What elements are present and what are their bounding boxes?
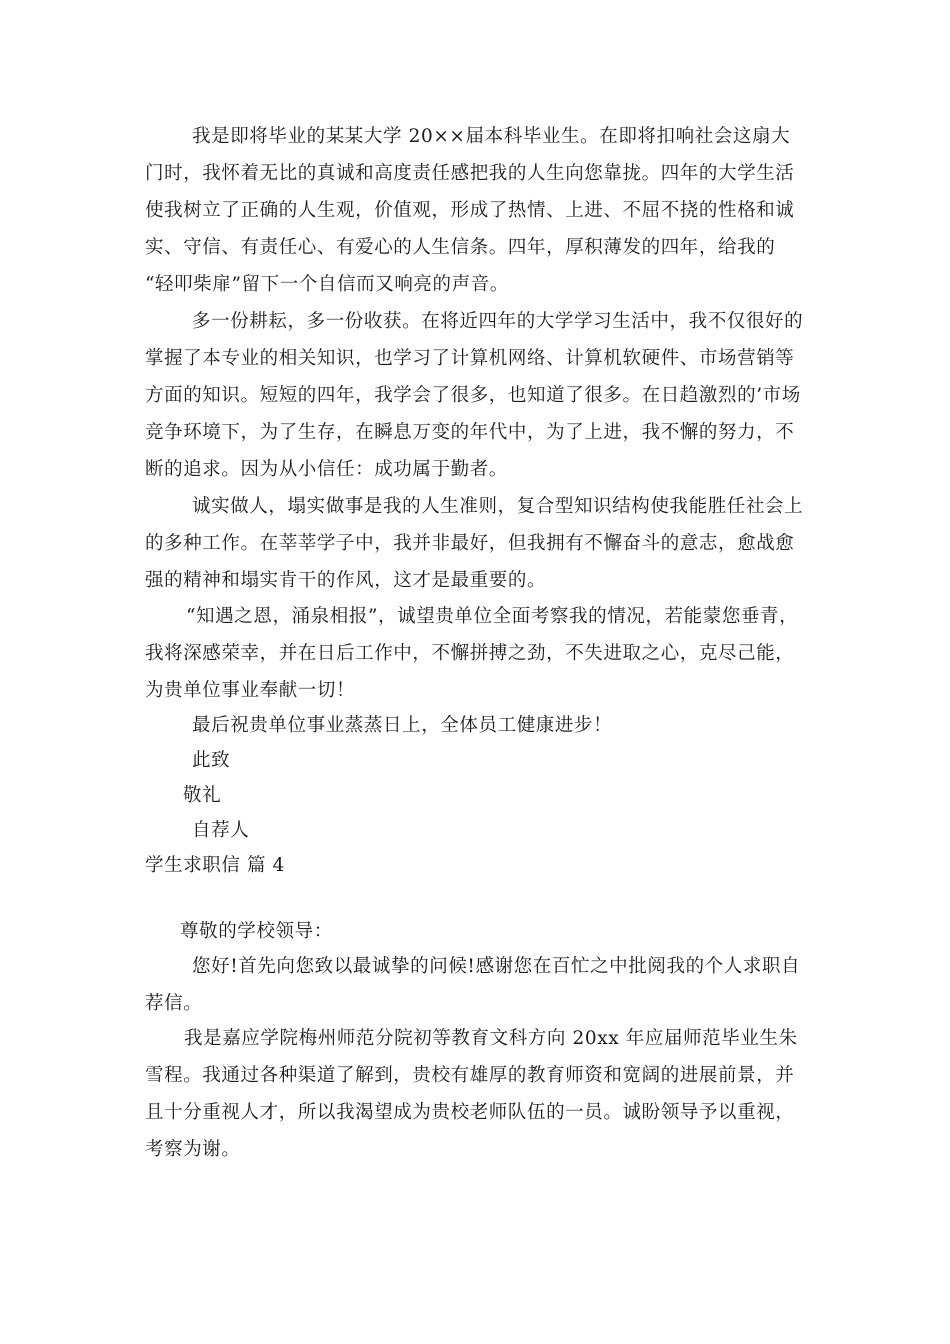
text-line: “知遇之恩，涌泉相报”，诚望贵单位全面考察我的情况，若能蒙您垂青， [186,606,799,627]
text-line: 实、守信、有责任心、有爱心的人生信条。四年，厚积薄发的四年，给我的 [145,237,776,258]
text-line: 我将深感荣幸，并在日后工作中，不懈拼搏之劲，不失进取之心，克尽己能， [145,643,795,664]
text-line: “轻叩柴扉”留下一个自信而又响亮的声音。 [145,274,509,295]
text-line: 竞争环境下，为了生存，在瞬息万变的年代中，为了上进，我不懈的努力，不 [145,422,795,443]
salutation-line: 此致 [192,750,231,771]
salutation-line: 敬礼 [183,785,222,806]
signature-line: 自荐人 [192,820,250,841]
text-line: 最后祝贵单位事业蒸蒸日上，全体员工健康进步！ [192,715,613,736]
text-line: 我是嘉应学院梅州师范分院初等教育文科方向 20xx 年应届师范毕业生朱 [184,1028,798,1049]
text-line: 使我树立了正确的人生观，价值观，形成了热情、上进、不屈不挠的性格和诚 [145,200,795,221]
text-line: 我是即将毕业的某某大学 20××届本科毕业生。在即将扣响社会这扇大 [192,126,791,147]
text-line: 门时，我怀着无比的真诚和高度责任感把我的人生向您靠拢。四年的大学生活 [145,163,795,184]
text-line: 尊敬的学校领导： [180,921,333,942]
text-line: 方面的知识。短短的四年，我学会了很多，也知道了很多。在日趋激烈的’市场 [145,385,801,406]
text-line: 强的精神和塌实肯干的作风，这才是最重要的。 [145,570,547,591]
text-line: 断的追求。因为从小信任：成功属于勤者。 [145,459,508,480]
text-line: 的多种工作。在莘莘学子中，我并非最好，但我拥有不懈奋斗的意志，愈战愈 [145,533,795,554]
text-line: 您好!首先向您致以最诚挚的问候!感谢您在百忙之中批阅我的个人求职自 [192,956,801,977]
text-line: 诚实做人，塌实做事是我的人生准则，复合型知识结构使我能胜任社会上 [192,496,804,517]
text-line: 雪程。我通过各种渠道了解到，贵校有雄厚的教育师资和宽阔的进展前景，并 [145,1065,795,1086]
text-line: 为贵单位事业奉献一切！ [145,680,356,701]
text-line: 考察为谢。 [145,1139,241,1160]
text-line: 多一份耕耘，多一份收获。在将近四年的大学学习生活中，我不仅很好的 [192,311,804,332]
text-line: 掌握了本专业的相关知识，也学习了计算机网络、计算机软硬件、市场营销等 [145,348,795,369]
section-heading: 学生求职信 篇 4 [145,855,285,876]
text-line: 荐信。 [145,993,203,1014]
text-line: 且十分重视人才，所以我渴望成为贵校老师队伍的一员。诚盼领导予以重视， [145,1102,795,1123]
